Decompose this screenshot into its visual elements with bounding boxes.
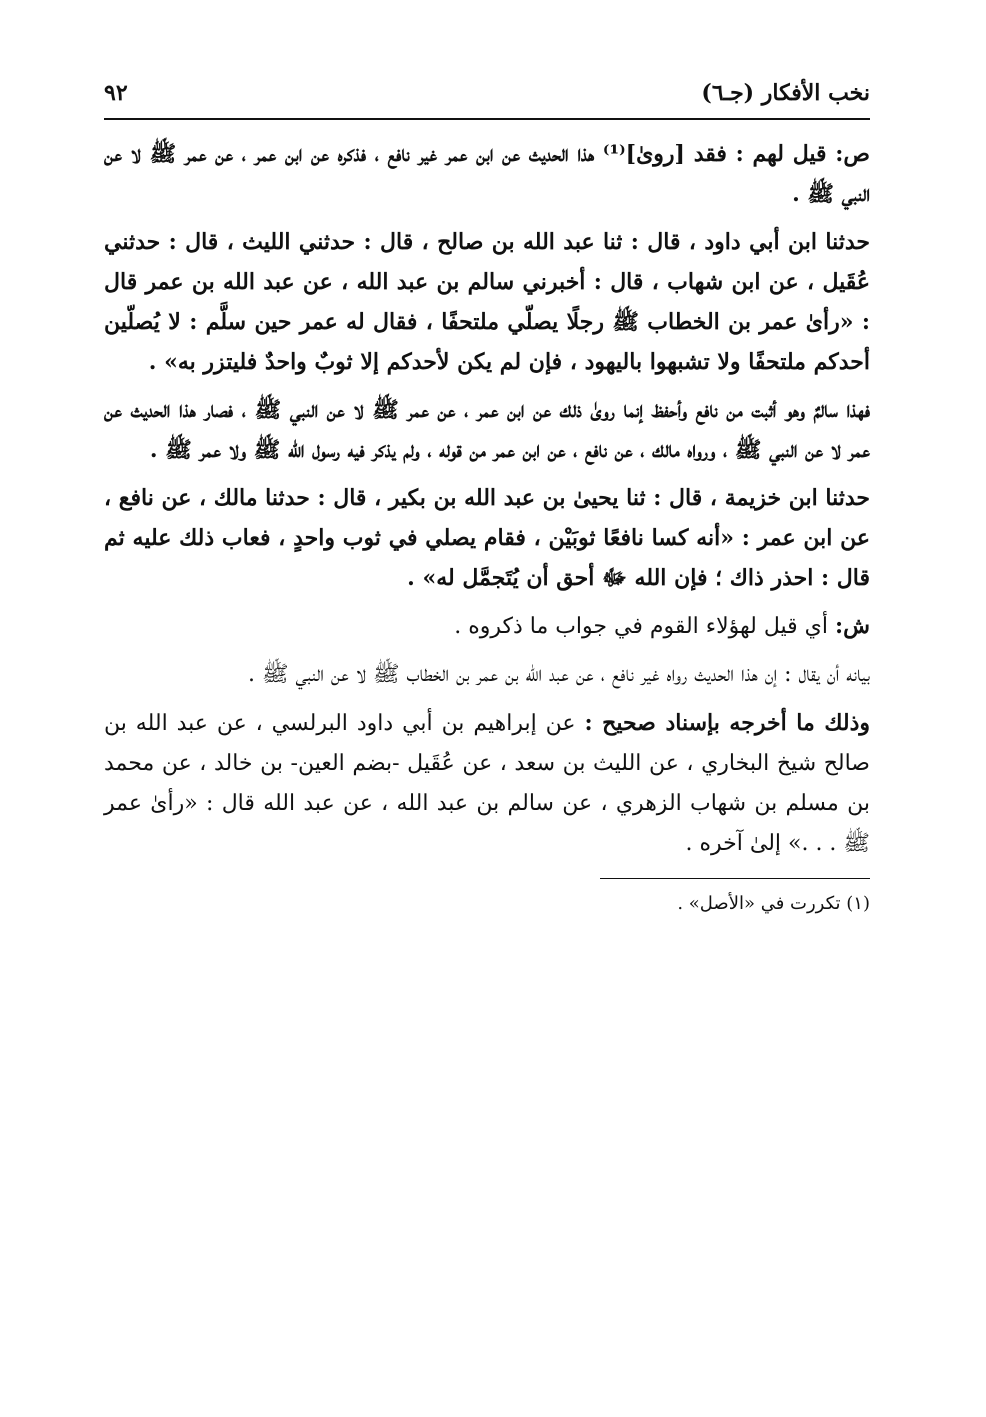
footnote: (١) تكررت في «الأصل» . (677, 893, 870, 914)
paragraph-text: أي قيل لهؤلاء القوم في جواب ما ذكروه . (454, 614, 836, 639)
footnote-divider (600, 878, 870, 879)
paragraph (104, 655, 870, 695)
paragraph-lead: ش: (835, 613, 870, 639)
paragraph-text: حدثنا ابن خزيمة ، قال : ثنا يحيىٰ بن عبد الله بن بكير ، قال : حدثنا مالك ، عن نافع ، عن ابن عمر : «أنه كسا نافعًا ثوبَيْن ، فقام يصلي في ثوب واحدٍ ، فعاب ذلك عليه ثم قال : احذر ذاك ؛ فإن الله ﷻ أحق أن يُتَجمَّل له» . (104, 485, 870, 591)
paragraph (104, 703, 870, 864)
paragraph (104, 222, 870, 382)
page-header (104, 70, 870, 120)
paragraph-lead: ص: (835, 141, 870, 167)
book-title: نخب الأفكار (جـ٦) (701, 80, 870, 106)
paragraph (104, 478, 870, 598)
page-number: ٩٢ (104, 80, 128, 106)
paragraph-lead: وذلك ما أخرجه بإسناد صحيح : (584, 710, 871, 736)
paragraph-text: قيل لهم : فقد [روىٰ]⁽¹⁾ هذا الحديث عن ابن عمر غير نافع ، فذكره عن ابن عمر ، عن عمر ﷺ لا عن النبي ﷺ . (104, 141, 870, 207)
paragraph (104, 606, 870, 647)
page-content (104, 134, 870, 864)
book-page (104, 70, 870, 1370)
paragraph-text: حدثنا ابن أبي داود ، قال : ثنا عبد الله بن صالح ، قال : حدثني الليث ، قال : حدثني عُقَيل ، عن ابن شهاب ، قال : أخبرني سالم بن عبد الله ، عن عبد الله بن عمر قال : «رأىٰ عمر بن الخطاب ﷺ رجلًا يصلّي ملتحفًا ، فقال له عمر حين سلَّم : لا يُصلّين أحدكم ملتحفًا ولا تشبهوا باليهود ، فإن لم يكن لأحدكم إلا ثوبٌ واحدٌ فليتزر به» . (104, 229, 870, 375)
paragraph (104, 134, 870, 214)
paragraph-text: عن إبراهيم بن أبي داود البرلسي ، عن عبد الله بن صالح شيخ البخاري ، عن الليث بن سعد ، عن عُقَيل -بضم العين- بن خالد ، عن محمد بن مسلم بن شهاب الزهري ، عن سالم بن عبد الله ، عن عبد الله قال : «رأىٰ عمر ﷺ . . .» إلىٰ آخره . (104, 711, 870, 856)
paragraph-text: بيانه أن يقال : إن هذا الحديث رواه غير نافع ، عن عبد الله بن عمر بن الخطاب ﷺ لا عن النبي ﷺ . (247, 662, 870, 687)
paragraph-text: فهذا سالمٌ وهو أثبت من نافع وأحفظ إنما روىٰ ذلك عن ابن عمر ، عن عمر ﷺ لا عن النبي ﷺ ، فصار هذا الحديث عن عمر لا عن النبي ﷺ ، ورواه مالك ، عن نافع ، عن ابن عمر من قوله ، ولم يذكر فيه رسول الله ﷺ ولا عمر ﷺ . (104, 397, 870, 463)
paragraph (104, 390, 870, 470)
